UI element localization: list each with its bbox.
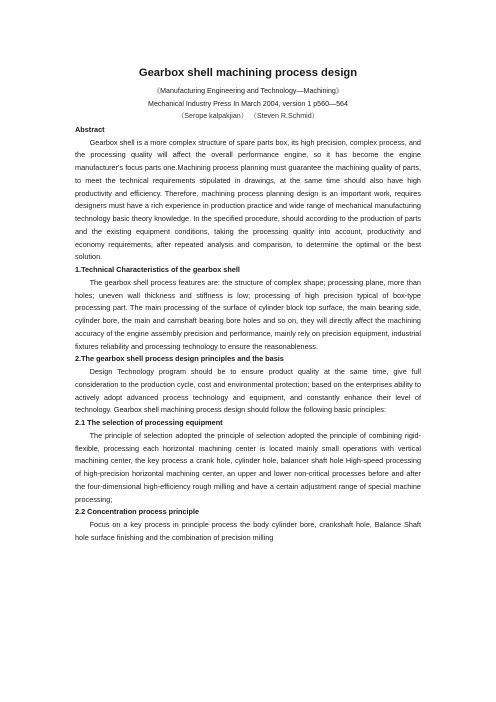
authors-line: （Serope kalpakjian） （Steven R.Schmid） bbox=[177, 112, 319, 121]
section-2-heading: 2.The gearbox shell process design principles and the basis bbox=[75, 354, 284, 364]
section-2-2-paragraph: Focus on a key process in principle process the body cylinder bore, crankshaft hole, Balance Shaft hole surface finishing and the combination of precision milling bbox=[75, 520, 421, 542]
abstract-paragraph: Gearbox shell is a more complex structure of spare parts box, its high precision, complex process, and the processing quality will affect the overall performance engine, so it has become the engine manufacturer's focus parts one.Machining process planning must guarantee the machining quality of parts, to meet the technical requirements stipulated in drawings, at the same time should also have high productivity and efficiency. Therefore, machining process planning design is an important work, requires designers must have a rich experience in production practice and wide range of mechanical manufacturing technology basic theory knowledge. In the specified procedure, should according to the production of parts and the existing equipment conditions, taking the processing quality into account, productivity and economy requirements, after repeated analysis and comparison, to determine the optimal or the best solution. bbox=[75, 137, 421, 262]
section-2-1-heading: 2.1 The selection of processing equipment bbox=[75, 418, 223, 428]
section-2-2-heading: 2.2 Concentration process principle bbox=[75, 507, 200, 517]
section-2-paragraph: Design Technology program should be to ensure product quality at the same time, give full consideration to the production cycle, cost and environmental protection; based on the enterprises ability to actively adopt advanced process technology and equipment, and constantly enhance their level of technology. Gearbox shell machining process design should follow the following basic principles: bbox=[75, 367, 421, 415]
publisher-line: Mechanical Industry Press In March 2004, version 1 p560—564 bbox=[148, 99, 348, 108]
section-2-1-paragraph: The principle of selection adopted the principle of selection adopted the principle of combining rigid-flexible, processing each horizontal machining center is located mainly small operations with vertical machining center, the key process a crank hole, cylinder hole, balancer shaft hole High-speed processing of high-precision horizontal machining center, an upper and lower non-critical processes before and after the four-dimensional high-efficiency rough milling and have a certain adjustment range of special machine processing; bbox=[75, 430, 421, 504]
document-title: Gearbox shell machining process design bbox=[138, 67, 358, 79]
source-line: 《Manufacturing Engineering and Technology—Machining》 bbox=[153, 87, 343, 95]
section-1-heading: 1.Technical Characteristics of the gearbox shell bbox=[75, 265, 240, 275]
section-1-paragraph: The gearbox shell process features are: the structure of complex shape; processing plane, more than holes; uneven wall thickness and stiffness is low; processing of high precision typical of box-type processing part. The main processing of the surface of cylinder block top surface, the main bearing side, cylinder bore, the main and camshaft bearing bore holes and so on, they will directly affect the machining accuracy of the engine assembly precision and performance, mainly rely on precision equipment, industrial fixtures reliability and processing technology to ensure the reasonableness. bbox=[75, 277, 421, 351]
document-page bbox=[75, 66, 421, 545]
abstract-heading: Abstract bbox=[75, 124, 105, 134]
